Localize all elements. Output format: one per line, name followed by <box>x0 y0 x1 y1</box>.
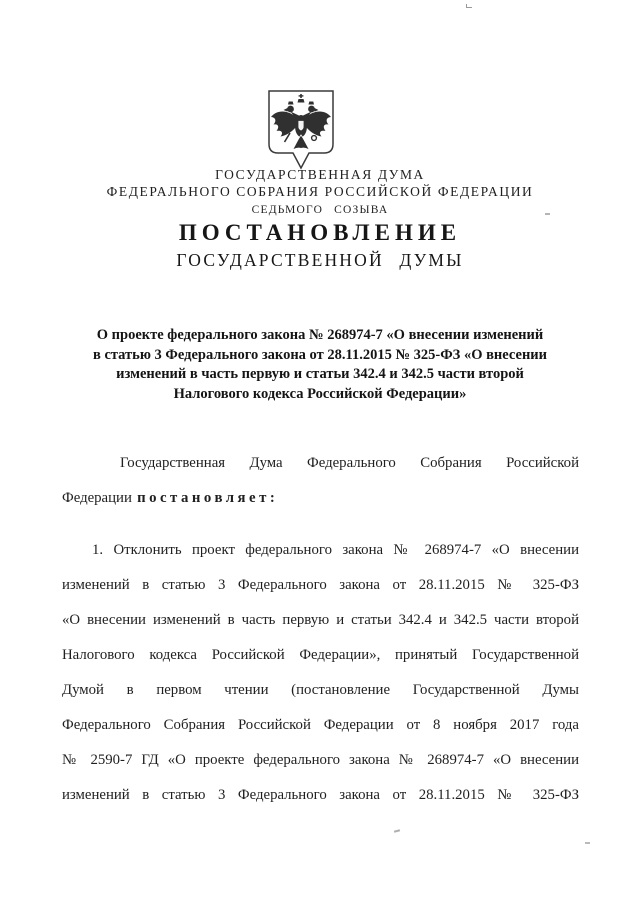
resolution-subject <box>66 326 574 404</box>
convocation-line: СЕДЬМОГО СОЗЫВА <box>251 204 389 216</box>
scan-artifact-bottom-2 <box>585 842 590 844</box>
resolution-subject-line: изменений в часть первую и статьи 342.4 и 342.5 части второй <box>116 366 524 382</box>
clause-1-line: Федерального Собрания Российской Федерации от 8 ноября 2017 года <box>62 717 579 733</box>
document-type-heading: ПОСТАНОВЛЕНИЕ <box>178 220 462 245</box>
resolution-subject-line: Налогового кодекса Российской Федерации» <box>173 385 467 402</box>
clause-1-line: «О внесении изменений в часть первую и статьи 342.4 и 342.5 части второй <box>62 612 579 628</box>
scan-artifact-top <box>466 4 472 8</box>
scan-artifact-right-middle <box>545 213 550 215</box>
preamble-decree-word: постановляет: <box>137 490 279 506</box>
resolution-subject-line: в статью 3 Федерального закона от 28.11.2015 № 325-ФЗ «О внесении <box>92 346 548 363</box>
coat-of-arms-icon <box>264 88 338 172</box>
clause-1-line: Налогового кодекса Российской Федерации», принятый Государственной <box>62 647 579 663</box>
clause-1-line: № 2590-7 ГД «О проекте федерального закона № 268974-7 «О внесении <box>62 752 579 768</box>
letterhead <box>0 167 640 217</box>
clause-1-line: изменений в статью 3 Федерального закона от 28.11.2015 № 325-ФЗ <box>62 577 579 593</box>
clause-1-line: 1. Отклонить проект федерального закона № 268974-7 «О внесении <box>92 542 579 558</box>
org-name-line1: ГОСУДАРСТВЕННАЯ ДУМА <box>215 167 425 182</box>
document-issuer-heading: ГОСУДАРСТВЕННОЙ ДУМЫ <box>176 250 464 270</box>
resolution-subject-line: О проекте федерального закона № 268974-7 «О внесении изменений <box>96 327 544 343</box>
org-name-line2: ФЕДЕРАЛЬНОГО СОБРАНИЯ РОССИЙСКОЙ ФЕДЕРАЦИИ <box>106 184 534 199</box>
scan-artifact-bottom-1 <box>394 829 400 832</box>
clause-1-line: Думой в первом чтении (постановление Государственной Думы <box>62 682 579 698</box>
clause-1-line: изменений в статью 3 Федерального закона от 28.11.2015 № 325-ФЗ <box>62 787 579 803</box>
preamble-line-2-text: Федерации <box>62 490 132 506</box>
preamble-line-1: Государственная Дума Федерального Собрания Российской <box>120 455 579 471</box>
preamble-line-2 <box>62 481 579 516</box>
preamble <box>62 446 579 516</box>
clause-1 <box>62 533 579 813</box>
